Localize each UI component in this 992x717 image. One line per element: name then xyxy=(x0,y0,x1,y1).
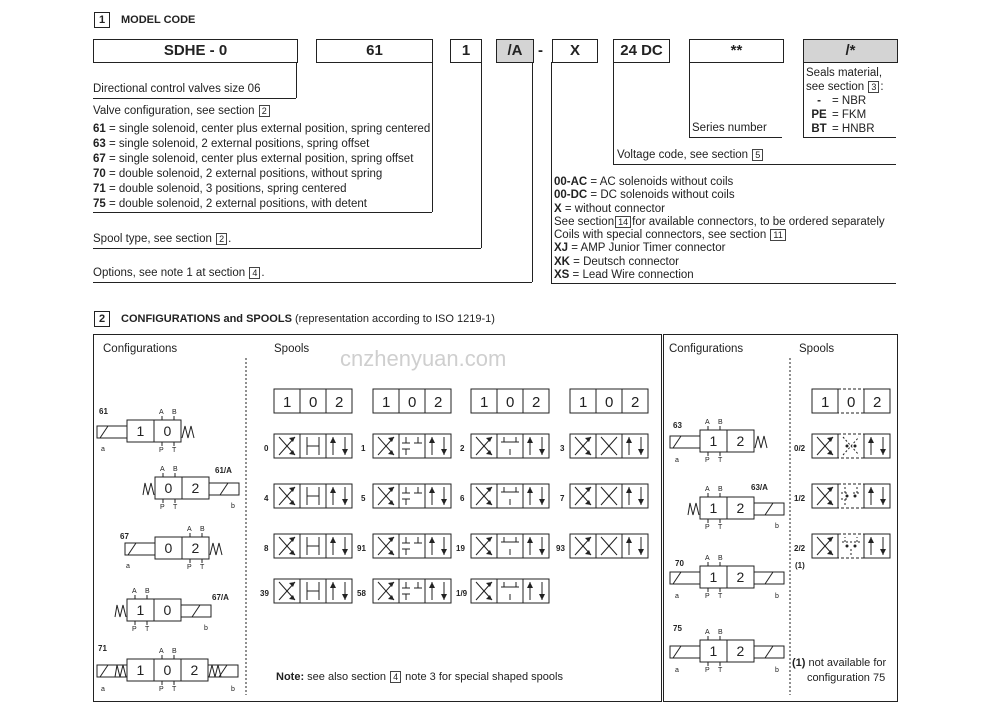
config-label: 61/A xyxy=(215,466,232,475)
position-label: 1 xyxy=(480,394,489,411)
spool-box xyxy=(326,434,352,458)
position-label: 2 xyxy=(191,540,200,556)
spool-box xyxy=(425,534,451,558)
solenoid-a-label: a xyxy=(675,457,679,464)
config-67a xyxy=(115,588,229,633)
port-b-label: B xyxy=(718,555,723,562)
spring-icon xyxy=(182,426,194,438)
spool-label: 7 xyxy=(560,494,565,503)
spring-icon xyxy=(143,483,154,495)
spool-position-labels-right xyxy=(812,389,890,413)
spring-icon xyxy=(115,665,126,677)
spool-label: 39 xyxy=(260,589,269,598)
port-t-label: T xyxy=(172,686,177,693)
port-p-label: P xyxy=(705,524,710,531)
code-box-series-number: ** xyxy=(689,39,784,63)
code-box-option: /A xyxy=(496,39,534,63)
watermark: cnzhenyuan.com xyxy=(340,346,507,371)
config-label: 63 xyxy=(673,421,682,430)
port-a-label: A xyxy=(705,555,710,562)
spool-label: 2/2 xyxy=(794,544,806,553)
spool-label: 8 xyxy=(264,544,269,553)
code-box-configuration: 61 xyxy=(316,39,433,63)
spool-label: 5 xyxy=(361,494,366,503)
spool-2 xyxy=(460,434,549,458)
position-label: 2 xyxy=(190,662,199,678)
spool-box xyxy=(523,579,549,603)
port-p-label: P xyxy=(705,667,710,674)
spring-icon xyxy=(755,436,767,448)
port-a-label: A xyxy=(705,419,710,426)
spring-icon xyxy=(209,665,221,677)
spool-1-9 xyxy=(456,579,549,603)
valve-config-67: 67 = single solenoid, center plus external position, spring offset xyxy=(93,153,414,165)
position-label: 0 xyxy=(164,540,173,556)
spool-position-labels-0 xyxy=(274,389,352,413)
spool-position-labels-3 xyxy=(570,389,648,413)
position-label: 0 xyxy=(408,394,417,411)
spool-box xyxy=(425,579,451,603)
left-spools-header: Spools xyxy=(274,343,310,355)
spool-label: 3 xyxy=(560,444,565,453)
solenoid-b-label: b xyxy=(775,593,779,600)
position-label: 2 xyxy=(736,433,745,449)
valve-config-63: 63 = single solenoid, 2 external positions, spring offset xyxy=(93,138,370,150)
code-box-series: SDHE - 0 xyxy=(93,39,298,63)
position-label: 2 xyxy=(335,394,344,411)
position-label: 0 xyxy=(163,423,172,439)
spring-icon xyxy=(115,605,126,617)
seal-nbr: - = NBR xyxy=(817,95,867,107)
spool-91 xyxy=(357,534,451,558)
spool-39 xyxy=(260,579,352,603)
section-title-model-code: MODEL CODE xyxy=(121,14,196,26)
spool-box xyxy=(399,434,425,458)
spool-1-2-right xyxy=(794,484,890,508)
position-label: 2 xyxy=(736,569,745,585)
port-b-label: B xyxy=(718,629,723,636)
spool-box xyxy=(622,434,648,458)
position-label: 0 xyxy=(847,394,856,411)
port-p-label: P xyxy=(159,686,164,693)
port-a-label: A xyxy=(159,648,164,655)
spool-2-2-footnote-mark: (1) xyxy=(795,561,805,570)
port-b-label: B xyxy=(200,526,205,533)
spool-box xyxy=(399,534,425,558)
solenoid-a-label: a xyxy=(675,593,679,600)
position-label: 1 xyxy=(283,394,292,411)
port-t-label: T xyxy=(172,447,177,454)
spool-7 xyxy=(560,484,648,508)
spool-0 xyxy=(264,434,352,458)
config-label: 70 xyxy=(675,559,684,568)
spool-19 xyxy=(456,534,549,558)
connector-block: 00-AC = AC solenoids without coils 00-DC = DC solenoids without coils X = without connector See section 14 for available connectors, to be ordered separately Coils with special connectors, see section 11 XJ = AMP Junior Timer connector XK = Deutsch connector XS = Lead Wire connection xyxy=(554,176,885,282)
config-label: 75 xyxy=(673,624,682,633)
config-67 xyxy=(120,526,222,571)
port-t-label: T xyxy=(718,593,723,600)
position-label: 1 xyxy=(382,394,391,411)
config-71 xyxy=(97,644,238,693)
spool-label: 58 xyxy=(357,589,366,598)
spool-box xyxy=(864,534,890,558)
right-configurations-header: Configurations xyxy=(669,343,744,355)
spring-icon xyxy=(688,503,699,515)
valve-config-70: 70 = double solenoid, 2 external positions, without spring xyxy=(93,168,383,180)
config-label: 67/A xyxy=(212,593,229,602)
spool-label: 2 xyxy=(460,444,465,453)
code-box-connector: X xyxy=(552,39,598,63)
spring-icon xyxy=(210,543,222,555)
spool-93 xyxy=(556,534,648,558)
spool-label: 6 xyxy=(460,494,465,503)
solenoid-a-label: a xyxy=(101,686,105,693)
spool-box xyxy=(399,579,425,603)
config-63a xyxy=(688,483,784,531)
voltage-code-label: Voltage code, see section 5 xyxy=(617,149,764,161)
spool-1 xyxy=(361,434,451,458)
seal-hnbr: BT = HNBR xyxy=(811,123,875,135)
code-box-spool: 1 xyxy=(450,39,482,63)
valve-config-75: 75 = double solenoid, 2 external positions, with detent xyxy=(93,198,367,210)
spool-box xyxy=(326,484,352,508)
spool-box xyxy=(425,484,451,508)
spool-box xyxy=(864,484,890,508)
spool-box xyxy=(622,484,648,508)
config-70 xyxy=(670,555,784,600)
options-label: Options, see note 1 at section 4 . xyxy=(93,267,265,279)
port-a-label: A xyxy=(159,409,164,416)
port-a-label: A xyxy=(705,486,710,493)
spool-box xyxy=(864,434,890,458)
spool-box xyxy=(523,534,549,558)
spool-box xyxy=(326,534,352,558)
port-t-label: T xyxy=(200,564,205,571)
position-label: 2 xyxy=(532,394,541,411)
spool-58 xyxy=(357,579,451,603)
position-label: 0 xyxy=(309,394,318,411)
left-configurations-header: Configurations xyxy=(103,343,178,355)
spool-label: 91 xyxy=(357,544,366,553)
spool-4 xyxy=(264,484,352,508)
config-label: 63/A xyxy=(751,483,768,492)
spool-position-labels-1 xyxy=(373,389,451,413)
config-61 xyxy=(97,407,194,454)
port-a-label: A xyxy=(187,526,192,533)
position-label: 1 xyxy=(709,433,718,449)
spool-2-2-right xyxy=(794,534,890,558)
solenoid-b-label: b xyxy=(775,667,779,674)
position-label: 1 xyxy=(821,394,830,411)
port-a-label: A xyxy=(705,629,710,636)
spool-label: 1 xyxy=(361,444,366,453)
port-t-label: T xyxy=(145,626,150,633)
section-title-configurations: CONFIGURATIONS and SPOOLS (representation according to ISO 1219-1) xyxy=(121,313,495,325)
position-label: 2 xyxy=(191,480,200,496)
spool-type-label: Spool type, see section 2 . xyxy=(93,233,232,245)
position-label: 1 xyxy=(579,394,588,411)
config-75 xyxy=(670,624,784,674)
port-b-label: B xyxy=(172,648,177,655)
config-label: 61 xyxy=(99,407,108,416)
spool-6 xyxy=(460,484,549,508)
spool-box xyxy=(838,484,864,508)
code-dash: - xyxy=(538,42,543,59)
position-label: 0 xyxy=(605,394,614,411)
spool-3 xyxy=(560,434,648,458)
spool-label: 1/2 xyxy=(794,494,806,503)
port-t-label: T xyxy=(173,504,178,511)
config-label: 71 xyxy=(98,644,107,653)
position-label: 2 xyxy=(434,394,443,411)
code-box-seals: /* xyxy=(803,39,898,63)
solenoid-a-label: a xyxy=(675,667,679,674)
seals-block: Seals material, see section 3 : - = NBR PE = FKM BT = HNBR xyxy=(806,67,884,135)
port-t-label: T xyxy=(718,524,723,531)
spool-8 xyxy=(264,534,352,558)
spool-box xyxy=(523,484,549,508)
port-a-label: A xyxy=(160,466,165,473)
port-p-label: P xyxy=(705,593,710,600)
position-label: 2 xyxy=(736,500,745,516)
spool-box xyxy=(622,534,648,558)
spool-label: 4 xyxy=(264,494,269,503)
port-a-label: A xyxy=(132,588,137,595)
port-p-label: P xyxy=(159,447,164,454)
position-label: 1 xyxy=(136,423,145,439)
spool-5 xyxy=(361,484,451,508)
config-63 xyxy=(670,419,767,464)
spool-label: 93 xyxy=(556,544,565,553)
position-label: 0 xyxy=(163,662,172,678)
valve-config-title: Valve configuration, see section 2 xyxy=(93,105,271,117)
port-b-label: B xyxy=(173,466,178,473)
port-b-label: B xyxy=(718,486,723,493)
section-number-2: 2 xyxy=(94,311,110,327)
spools-note: Note: see also section 4 note 3 for special shaped spools xyxy=(276,671,563,683)
position-label: 1 xyxy=(136,662,145,678)
position-label: 2 xyxy=(736,643,745,659)
position-label: 1 xyxy=(709,569,718,585)
spool-0-2-right xyxy=(794,434,890,458)
position-label: 0 xyxy=(163,602,172,618)
config-61a xyxy=(143,466,239,511)
position-label: 1 xyxy=(709,500,718,516)
solenoid-b-label: b xyxy=(775,523,779,530)
section-number-1: 1 xyxy=(94,12,110,28)
series-number-label: Series number xyxy=(692,122,767,134)
spool-label: 1/9 xyxy=(456,589,468,598)
spool-box xyxy=(425,434,451,458)
position-label: 2 xyxy=(631,394,640,411)
valve-config-71: 71 = double solenoid, 3 positions, spring centered xyxy=(93,183,347,195)
series-description: Directional control valves size 06 xyxy=(93,83,261,95)
solenoid-b-label: b xyxy=(231,503,235,510)
position-label: 1 xyxy=(136,602,145,618)
port-p-label: P xyxy=(705,457,710,464)
seal-fkm: PE = FKM xyxy=(811,109,867,121)
config-label: 67 xyxy=(120,532,129,541)
port-t-label: T xyxy=(718,667,723,674)
position-label: 1 xyxy=(709,643,718,659)
port-p-label: P xyxy=(187,564,192,571)
port-p-label: P xyxy=(160,504,165,511)
valve-config-61: 61 = single solenoid, center plus external position, spring centered xyxy=(93,123,431,135)
footnote-configuration-75: (1) not available for configuration 75 xyxy=(792,657,887,684)
solenoid-a-label: a xyxy=(126,563,130,570)
right-spools-header: Spools xyxy=(799,343,835,355)
position-label: 2 xyxy=(873,394,882,411)
position-label: 0 xyxy=(164,480,173,496)
spool-label: 0/2 xyxy=(794,444,806,453)
spool-box xyxy=(523,434,549,458)
code-box-voltage: 24 DC xyxy=(613,39,670,63)
port-b-label: B xyxy=(718,419,723,426)
solenoid-b-label: b xyxy=(231,686,235,693)
position-label: 0 xyxy=(506,394,515,411)
port-t-label: T xyxy=(718,457,723,464)
spool-label: 0 xyxy=(264,444,269,453)
solenoid-b-label: b xyxy=(204,625,208,632)
spool-label: 19 xyxy=(456,544,465,553)
spool-box xyxy=(399,484,425,508)
solenoid-a-label: a xyxy=(101,446,105,453)
port-b-label: B xyxy=(172,409,177,416)
spool-box xyxy=(326,579,352,603)
port-p-label: P xyxy=(132,626,137,633)
port-b-label: B xyxy=(145,588,150,595)
spool-position-labels-2 xyxy=(471,389,549,413)
